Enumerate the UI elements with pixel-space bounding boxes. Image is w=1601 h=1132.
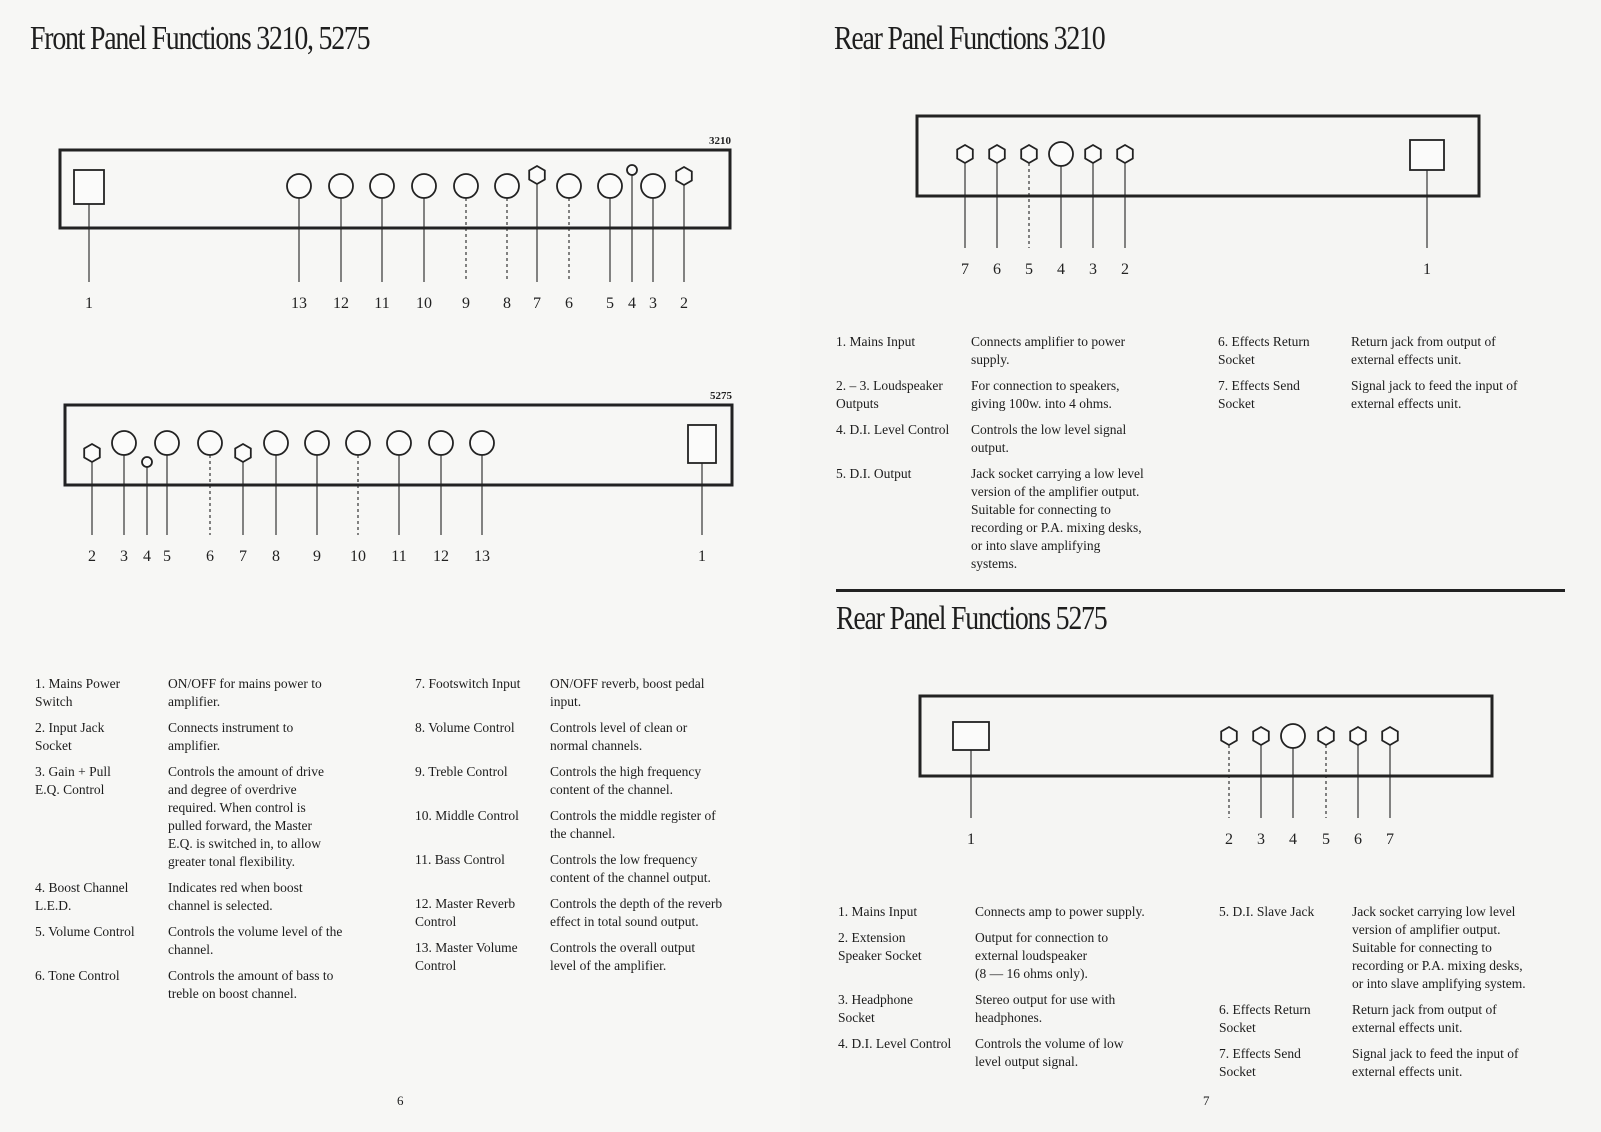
rear-5275-functions-list-1 <box>838 903 1198 1079</box>
function-item <box>415 851 770 887</box>
function-description: Controls the high frequency content of the channel. <box>550 764 702 797</box>
knob-shape <box>641 174 665 198</box>
function-description: Controls the volume level of the channel. <box>168 924 343 957</box>
function-description: ON/OFF reverb, boost pedal input. <box>550 676 705 709</box>
callout-number: 13 <box>474 548 490 565</box>
rear-3210-functions-list-1 <box>836 333 1191 581</box>
function-term: 1. Mains Input <box>836 334 916 349</box>
callout-number: 9 <box>462 295 470 312</box>
knob-shape <box>1281 724 1305 748</box>
knob-shape <box>112 431 136 455</box>
section-divider <box>836 589 1565 592</box>
jack-socket-shape <box>1350 727 1366 745</box>
callout-number: 1 <box>85 295 93 312</box>
knob-shape <box>557 174 581 198</box>
front-panel-5275-diagram <box>60 385 740 575</box>
front-functions-list-1 <box>35 675 390 1011</box>
callout-number: 3 <box>649 295 657 312</box>
callout-number: 3 <box>1089 261 1097 278</box>
function-term: 1. Mains Input <box>838 904 918 919</box>
function-term: 5. D.I. Output <box>836 466 912 481</box>
callout-number: 1 <box>698 548 706 565</box>
function-term: 8. Volume Control <box>415 720 515 735</box>
function-description: Controls level of clean or normal channels. <box>550 720 688 753</box>
callout-number: 3 <box>1257 831 1265 848</box>
callout-number: 4 <box>1057 261 1065 278</box>
function-term: 1. Mains Power Switch <box>35 676 121 709</box>
function-item <box>836 421 1191 457</box>
panel-outline <box>920 696 1492 776</box>
page-title-front: Front Panel Functions 3210, 5275 <box>30 20 370 57</box>
knob-shape <box>198 431 222 455</box>
function-description: Controls the amount of bass to treble on boost channel. <box>168 968 334 1001</box>
knob-shape <box>429 431 453 455</box>
rear-3210-functions-list-2 <box>1218 333 1578 421</box>
function-item <box>1219 1045 1579 1081</box>
function-term: 2. Input Jack Socket <box>35 720 105 753</box>
front-functions-list-2 <box>415 675 770 983</box>
led-shape <box>142 457 152 467</box>
function-term: 7. Footswitch Input <box>415 676 521 691</box>
callout-number: 13 <box>291 295 307 312</box>
callout-number: 4 <box>628 295 636 312</box>
model-label: 5275 <box>710 390 732 402</box>
callout-number: 1 <box>967 831 975 848</box>
function-item <box>838 1035 1198 1071</box>
knob-shape <box>346 431 370 455</box>
function-description: Controls the low frequency content of the channel output. <box>550 852 711 885</box>
function-description: Connects amplifier to power supply. <box>971 334 1126 367</box>
jack-socket-shape <box>1117 145 1133 163</box>
led-shape <box>627 165 637 175</box>
function-term: 7. Effects Send Socket <box>1218 378 1300 411</box>
jack-socket-shape <box>1021 145 1037 163</box>
function-item <box>1219 1001 1579 1037</box>
rear-panel-5275-diagram <box>910 690 1490 870</box>
callout-number: 10 <box>416 295 432 312</box>
callout-number: 7 <box>961 261 969 278</box>
function-term: 5. Volume Control <box>35 924 135 939</box>
power-switch-shape <box>74 170 104 204</box>
knob-shape <box>1049 142 1073 166</box>
function-item <box>35 675 390 711</box>
callout-number: 5 <box>1322 831 1330 848</box>
page-number: 7 <box>1203 1093 1210 1108</box>
page-title-rear-3210: Rear Panel Functions 3210 <box>834 20 1105 57</box>
left-page <box>0 0 800 1132</box>
function-term: 9. Treble Control <box>415 764 508 779</box>
function-term: 12. Master Reverb Control <box>415 896 516 929</box>
knob-shape <box>495 174 519 198</box>
function-description: Connects amp to power supply. <box>975 904 1145 919</box>
function-term: 6. Effects Return Socket <box>1219 1002 1311 1035</box>
jack-socket-shape <box>676 167 692 185</box>
function-description: Controls the low level signal output. <box>971 422 1127 455</box>
jack-socket-shape <box>1221 727 1237 745</box>
knob-shape <box>287 174 311 198</box>
callout-number: 4 <box>143 548 151 565</box>
callout-number: 11 <box>391 548 407 565</box>
rear-panel-3210-diagram <box>905 108 1485 288</box>
callout-number: 5 <box>606 295 614 312</box>
function-description: Controls the depth of the reverb effect in total sound output. <box>550 896 723 929</box>
function-item <box>415 807 770 843</box>
function-term: 10. Middle Control <box>415 808 519 823</box>
function-term: 2. Extension Speaker Socket <box>838 930 922 963</box>
function-item <box>836 465 1191 573</box>
function-description: Signal jack to feed the input of external effects unit. <box>1352 1046 1519 1079</box>
function-item <box>838 903 1198 921</box>
function-item <box>35 719 390 755</box>
callout-number: 9 <box>313 548 321 565</box>
function-item <box>1218 333 1578 369</box>
panel-outline <box>60 150 730 228</box>
power-switch-shape <box>688 425 716 463</box>
callout-number: 2 <box>1225 831 1233 848</box>
callout-number: 1 <box>1423 261 1431 278</box>
jack-socket-shape <box>235 444 251 462</box>
function-item <box>415 719 770 755</box>
function-description: Connects instrument to amplifier. <box>168 720 294 753</box>
knob-shape <box>454 174 478 198</box>
knob-shape <box>470 431 494 455</box>
function-term: 4. D.I. Level Control <box>838 1036 952 1051</box>
function-term: 7. Effects Send Socket <box>1219 1046 1301 1079</box>
function-description: Controls the amount of drive and degree of overdrive required. When control is pulled forward, the Master E.Q. is switched in, to allow greater tonal flexibility. <box>168 764 324 869</box>
function-term: 6. Tone Control <box>35 968 120 983</box>
function-description: ON/OFF for mains power to amplifier. <box>168 676 322 709</box>
callout-number: 8 <box>503 295 511 312</box>
knob-shape <box>370 174 394 198</box>
jack-socket-shape <box>1085 145 1101 163</box>
callout-number: 2 <box>88 548 96 565</box>
function-item <box>838 929 1198 983</box>
function-item <box>415 939 770 975</box>
function-term: 4. D.I. Level Control <box>836 422 950 437</box>
callout-number: 7 <box>1386 831 1394 848</box>
jack-socket-shape <box>1318 727 1334 745</box>
knob-shape <box>412 174 436 198</box>
knob-shape <box>387 431 411 455</box>
callout-number: 10 <box>350 548 366 565</box>
function-item <box>35 763 390 871</box>
callout-number: 12 <box>333 295 349 312</box>
function-term: 3. Headphone Socket <box>838 992 913 1025</box>
function-term: 5. D.I. Slave Jack <box>1219 904 1315 919</box>
page-number: 6 <box>397 1093 404 1108</box>
function-description: Indicates red when boost channel is selected. <box>168 880 303 913</box>
function-item <box>415 675 770 711</box>
function-description: Controls the middle register of the channel. <box>550 808 716 841</box>
function-description: Jack socket carrying a low level version of the amplifier output. Suitable for connecting to recording or P.A. mixing desks, or into slave amplifying systems. <box>971 466 1144 571</box>
knob-shape <box>305 431 329 455</box>
callout-number: 2 <box>1121 261 1129 278</box>
model-label: 3210 <box>709 135 731 147</box>
function-description: Stereo output for use with headphones. <box>975 992 1116 1025</box>
function-description: Output for connection to external loudspeaker (8 — 16 ohms only). <box>975 930 1109 981</box>
function-item <box>836 333 1191 369</box>
function-item <box>35 967 390 1003</box>
function-item <box>35 923 390 959</box>
function-item <box>838 991 1198 1027</box>
callout-number: 11 <box>374 295 390 312</box>
callout-number: 7 <box>533 295 541 312</box>
knob-shape <box>155 431 179 455</box>
knob-shape <box>264 431 288 455</box>
function-term: 4. Boost Channel L.E.D. <box>35 880 129 913</box>
function-description: For connection to speakers, giving 100w. into 4 ohms. <box>971 378 1120 411</box>
callout-number: 6 <box>993 261 1001 278</box>
callout-number: 5 <box>163 548 171 565</box>
callout-number: 8 <box>272 548 280 565</box>
function-item <box>1219 903 1579 993</box>
callout-number: 6 <box>206 548 214 565</box>
rear-5275-functions-list-2 <box>1219 903 1579 1089</box>
function-description: Return jack from output of external effects unit. <box>1351 334 1496 367</box>
knob-shape <box>598 174 622 198</box>
callout-number: 12 <box>433 548 449 565</box>
callout-number: 2 <box>680 295 688 312</box>
function-term: 11. Bass Control <box>415 852 505 867</box>
jack-socket-shape <box>957 145 973 163</box>
callout-number: 6 <box>1354 831 1362 848</box>
function-item <box>35 879 390 915</box>
jack-socket-shape <box>529 166 545 184</box>
page-title-rear-5275: Rear Panel Functions 5275 <box>836 600 1107 637</box>
mains-input-shape <box>1410 140 1444 170</box>
function-item <box>415 763 770 799</box>
function-description: Controls the overall output level of the amplifier. <box>550 940 696 973</box>
function-description: Controls the volume of low level output signal. <box>975 1036 1124 1069</box>
function-item <box>836 377 1191 413</box>
mains-input-shape <box>953 722 989 750</box>
function-item <box>1218 377 1578 413</box>
callout-number: 7 <box>239 548 247 565</box>
function-description: Return jack from output of external effects unit. <box>1352 1002 1497 1035</box>
function-description: Jack socket carrying low level version of amplifier output. Suitable for connecting to recording or P.A. mixing desks, or into slave amplifying system. <box>1352 904 1526 991</box>
callout-number: 4 <box>1289 831 1297 848</box>
knob-shape <box>329 174 353 198</box>
callout-number: 6 <box>565 295 573 312</box>
jack-socket-shape <box>989 145 1005 163</box>
jack-socket-shape <box>84 444 100 462</box>
jack-socket-shape <box>1253 727 1269 745</box>
function-term: 13. Master Volume Control <box>415 940 518 973</box>
function-term: 2. – 3. Loudspeaker Outputs <box>836 378 943 411</box>
jack-socket-shape <box>1382 727 1398 745</box>
callout-number: 3 <box>120 548 128 565</box>
function-description: Signal jack to feed the input of external effects unit. <box>1351 378 1518 411</box>
function-term: 6. Effects Return Socket <box>1218 334 1310 367</box>
callout-number: 5 <box>1025 261 1033 278</box>
function-item <box>415 895 770 931</box>
front-panel-3210-diagram <box>55 130 735 320</box>
function-term: 3. Gain + Pull E.Q. Control <box>35 764 111 797</box>
